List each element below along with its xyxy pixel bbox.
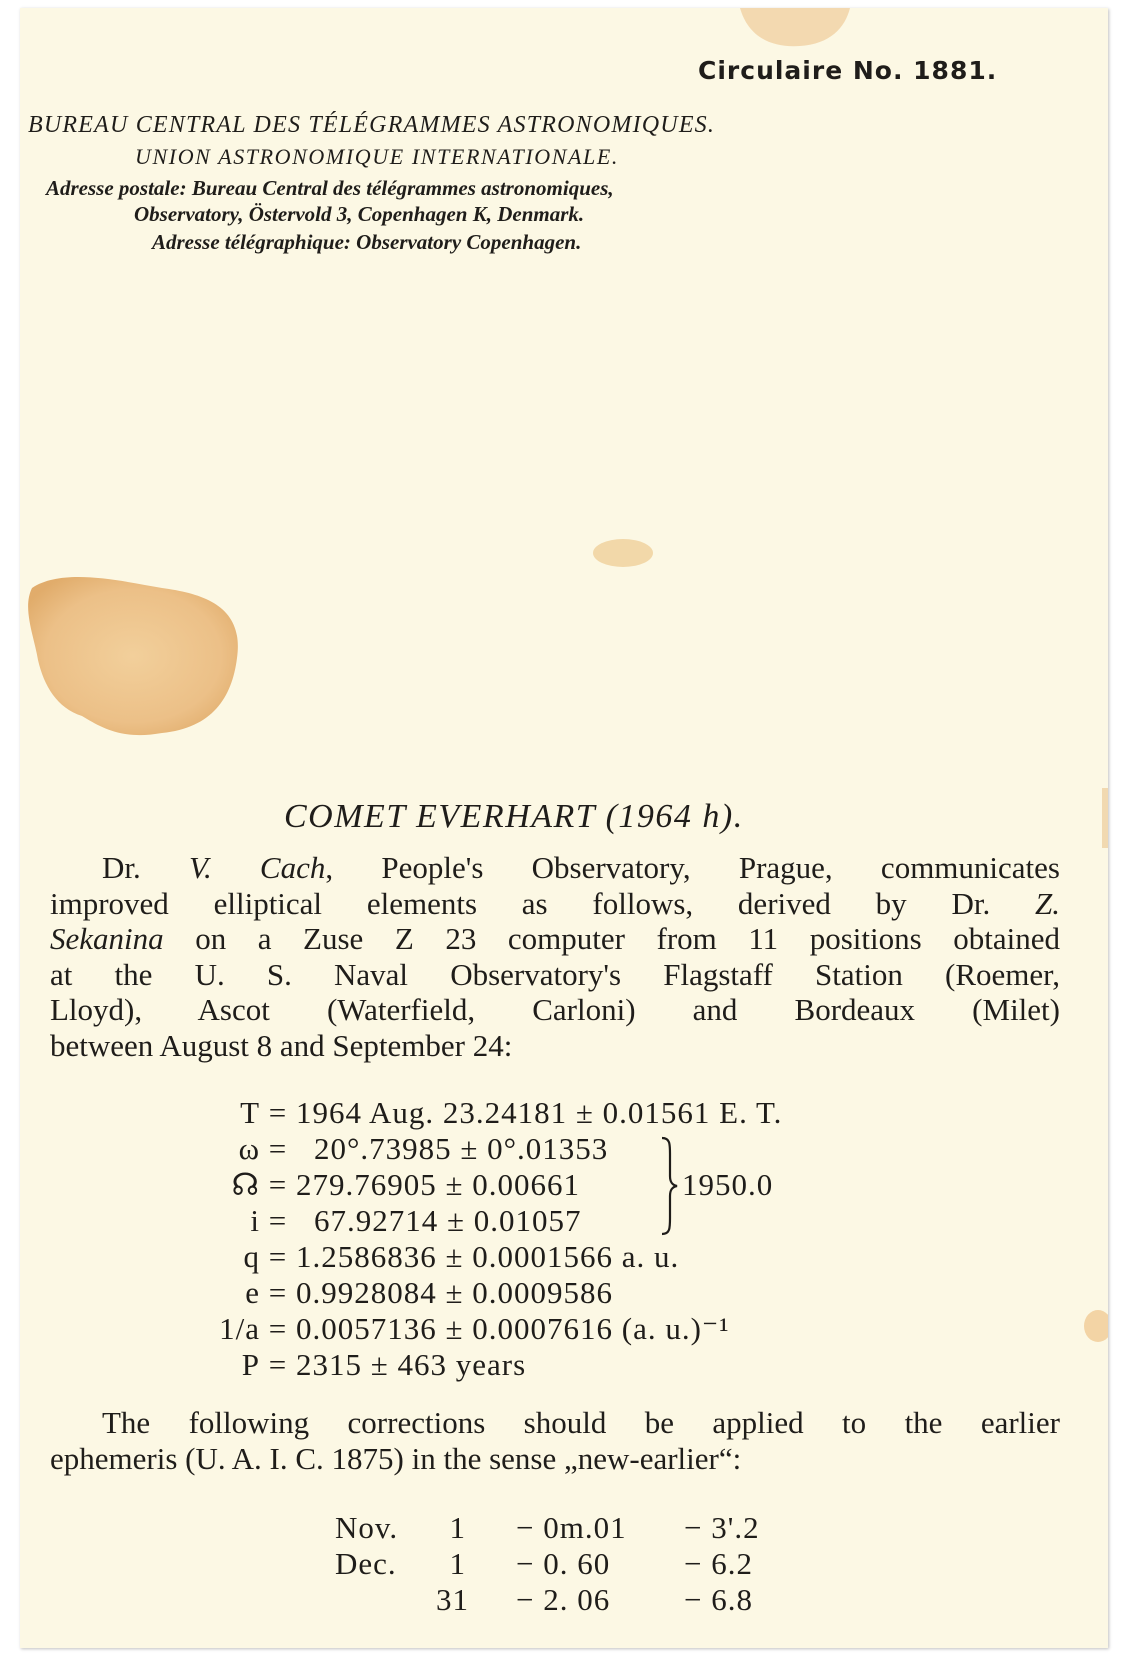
element-symbol: ☊ xyxy=(231,1167,260,1202)
day-cell: 1 xyxy=(449,1546,466,1581)
text-span: improved elliptical elements as follows, derived by Dr. xyxy=(50,885,1035,921)
element-row xyxy=(210,1275,613,1311)
element-equals: = xyxy=(268,1095,288,1130)
element-symbol: 1/a xyxy=(219,1311,260,1346)
element-value: 67.92714 ± 0.01057 xyxy=(313,1203,582,1238)
element-row xyxy=(210,1347,526,1383)
element-symbol: e xyxy=(245,1275,260,1310)
day-cell: 1 xyxy=(449,1510,466,1545)
element-equals: = xyxy=(268,1167,288,1202)
paragraph-line xyxy=(50,921,1060,957)
ra-correction-cell: − 0. 60 xyxy=(516,1546,611,1581)
element-equals: = xyxy=(268,1203,288,1238)
element-equals: = xyxy=(268,1347,288,1382)
postal-address-line-1: Adresse postale: Bureau Central des télégrammes astronomiques, xyxy=(46,176,614,200)
element-symbol: T xyxy=(240,1095,260,1130)
brace-icon xyxy=(660,1136,678,1236)
union-heading: UNION ASTRONOMIQUE INTERNATIONALE. xyxy=(135,144,620,169)
stain-right-edge xyxy=(1080,1308,1108,1344)
element-row xyxy=(210,1239,679,1275)
ra-correction-cell: − 0m.01 xyxy=(516,1510,627,1545)
dec-correction-cell: − 6.2 xyxy=(684,1546,753,1581)
equinox-label: 1950.0 xyxy=(682,1167,774,1202)
element-row xyxy=(210,1311,730,1347)
article-title: COMET EVERHART (1964 h). xyxy=(284,798,744,835)
circular-number: Circulaire No. 1881. xyxy=(698,56,998,85)
author-initial: Z. xyxy=(1035,885,1060,921)
element-value: 1964 Aug. 23.24181 ± 0.01561 E. T. xyxy=(295,1095,783,1130)
stain-small-mid xyxy=(590,533,660,573)
element-value: 1.2586836 ± 0.0001566 a. u. xyxy=(295,1239,680,1274)
element-symbol: q xyxy=(243,1239,260,1274)
element-equals: = xyxy=(268,1239,288,1274)
text-span: Dr. xyxy=(102,850,189,885)
paragraph-line: ephemeris (U. A. I. C. 1875) in the sense „new-earlier“: xyxy=(50,1440,742,1476)
element-row xyxy=(210,1131,608,1167)
author-name: Sekanina xyxy=(50,921,164,956)
paragraph-line: at the U. S. Naval Observatory's Flagstaff Station (Roemer, xyxy=(50,956,1060,992)
element-value: 2315 ± 463 years xyxy=(295,1347,527,1382)
element-equals: = xyxy=(268,1275,288,1310)
article-paragraph-2 xyxy=(50,1405,1060,1476)
element-value: 20°.73985 ± 0°.01353 xyxy=(313,1131,609,1166)
element-symbol: ω xyxy=(238,1131,260,1166)
element-equals: = xyxy=(268,1311,288,1346)
element-row xyxy=(210,1095,782,1131)
day-cell: 31 xyxy=(436,1582,469,1617)
paragraph-line xyxy=(50,850,1060,886)
element-symbol: P xyxy=(241,1347,260,1382)
paragraph-line: Lloyd), Ascot (Waterfield, Carloni) and Bordeaux (Milet) xyxy=(50,992,1060,1027)
postal-address-line-2: Observatory, Östervold 3, Copenhagen K, Denmark. xyxy=(134,202,585,226)
telegraphic-address: Adresse télégraphique: Observatory Copenhagen. xyxy=(152,230,582,254)
text-span: on a Zuse Z 23 computer from 11 positions obtained xyxy=(163,921,1060,956)
stain-top-edge xyxy=(740,8,850,48)
author-name: V. Cach xyxy=(189,850,326,885)
element-value: 0.9928084 ± 0.0009586 xyxy=(295,1275,613,1310)
text-span: , People's Observatory, Prague, communicates xyxy=(325,850,1060,885)
stain-right-edge-2 xyxy=(1100,788,1110,848)
element-symbol: i xyxy=(250,1203,260,1238)
ra-correction-cell: − 2. 06 xyxy=(516,1582,611,1617)
circular-card xyxy=(20,8,1108,1648)
element-row xyxy=(210,1167,580,1203)
paragraph-line xyxy=(50,886,1060,922)
article-paragraph-1 xyxy=(50,850,1060,1063)
paragraph-line: between August 8 and September 24: xyxy=(50,1027,513,1063)
element-equals: = xyxy=(268,1131,288,1166)
month-cell: Nov. xyxy=(335,1510,399,1545)
element-row xyxy=(210,1203,582,1239)
element-value: 279.76905 ± 0.00661 xyxy=(295,1167,580,1202)
dec-correction-cell: − 3'.2 xyxy=(684,1510,760,1545)
element-value: 0.0057136 ± 0.0007616 (a. u.)⁻¹ xyxy=(295,1311,730,1346)
bureau-heading: BUREAU CENTRAL DES TÉLÉGRAMMES ASTRONOMIQUES. xyxy=(28,112,716,138)
dec-correction-cell: − 6.8 xyxy=(684,1582,753,1617)
stain-large xyxy=(22,568,252,748)
month-cell: Dec. xyxy=(335,1546,397,1581)
paragraph-line: The following corrections should be applied to the earlier xyxy=(102,1405,1060,1440)
